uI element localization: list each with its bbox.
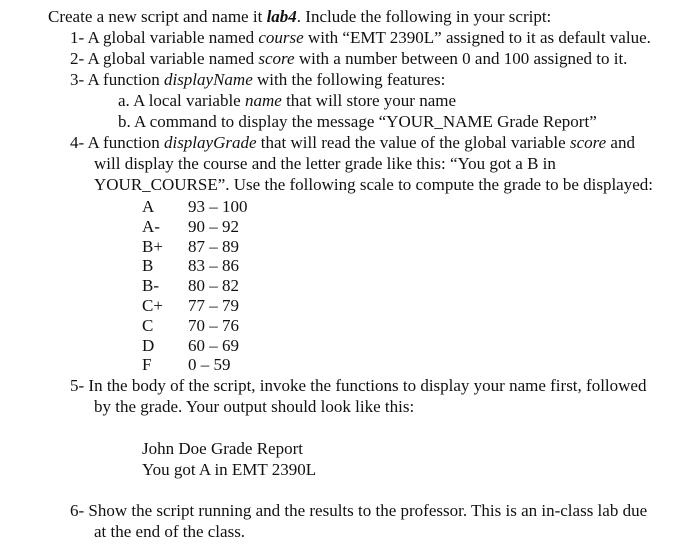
item-2-prefix: 2- A global variable named: [70, 49, 259, 68]
item-1: [70, 27, 651, 48]
item-4-mid: that will read the value of the global variable: [256, 133, 570, 152]
item-4: [70, 132, 635, 153]
item-3-suffix: with the following features:: [252, 70, 446, 89]
item-3-prefix: 3- A function: [70, 70, 164, 89]
item-2: [70, 48, 627, 69]
grade-range: 77 – 79: [188, 296, 239, 315]
item-4-line-2: will display the course and the letter grade like this: “You got a B in: [94, 154, 556, 173]
grade-range: 87 – 89: [188, 236, 239, 256]
variable-course: course: [258, 28, 304, 47]
item-5: 5- In the body of the script, invoke the functions to display your name first, followed: [70, 376, 647, 395]
grade-letter: C: [142, 315, 154, 335]
function-displaygrade: displayGrade: [163, 133, 257, 152]
item-3: [70, 69, 445, 90]
function-displayname: displayName: [163, 70, 253, 89]
grade-letter: B: [142, 256, 154, 276]
item-1-prefix: 1- A global variable named: [70, 28, 259, 47]
grade-range: 83 – 86: [188, 256, 239, 276]
grade-range: 0 – 59: [188, 355, 231, 375]
grade-letter: D: [142, 335, 155, 355]
item-3a-suffix: that will store your name: [281, 91, 457, 110]
variable-score-ref: score: [569, 133, 607, 152]
intro-text: Create a new script and name it: [48, 7, 267, 26]
item-4-prefix: 4- A function: [70, 133, 164, 152]
item-6-line-2: at the end of the class.: [94, 522, 246, 541]
grade-range: 90 – 92: [188, 216, 239, 236]
grade-range: 70 – 76: [188, 315, 239, 335]
item-4-line-3: YOUR_COURSE”. Use the following scale to compute the grade to be displayed:: [94, 175, 653, 194]
grade-letter: B-: [142, 276, 159, 296]
variable-score: score: [258, 49, 295, 68]
item-3a-prefix: a. A local variable: [118, 91, 245, 110]
item-2-suffix: with a number between 0 and 100 assigned to it.: [294, 49, 628, 68]
grade-range: 60 – 69: [188, 335, 239, 355]
sample-output-line-1: John Doe Grade Report: [142, 439, 303, 458]
intro-line: [48, 6, 551, 27]
grade-range: 80 – 82: [188, 276, 239, 296]
sample-output-line-2: You got A in EMT 2390L: [142, 460, 317, 479]
script-name: lab4: [266, 7, 297, 26]
item-4-suffix: and: [606, 133, 635, 152]
grade-letter: A-: [142, 216, 160, 236]
grade-letter: A: [142, 197, 155, 216]
item-3a: [118, 90, 456, 111]
grade-letter: B+: [142, 236, 163, 256]
grade-letter: F: [142, 355, 152, 375]
item-6: 6- Show the script running and the results to the professor. This is an in-class lab due: [70, 501, 648, 520]
intro-suffix: . Include the following in your script:: [296, 7, 552, 26]
variable-name: name: [244, 91, 282, 110]
item-5-line-2: by the grade. Your output should look like this:: [94, 397, 415, 416]
grade-letter: C+: [142, 296, 163, 315]
item-1-suffix: with “EMT 2390L” assigned to it as default value.: [303, 28, 651, 47]
grade-range: 93 – 100: [188, 197, 248, 216]
item-3b: b. A command to display the message “YOUR_NAME Grade Report”: [118, 112, 597, 131]
